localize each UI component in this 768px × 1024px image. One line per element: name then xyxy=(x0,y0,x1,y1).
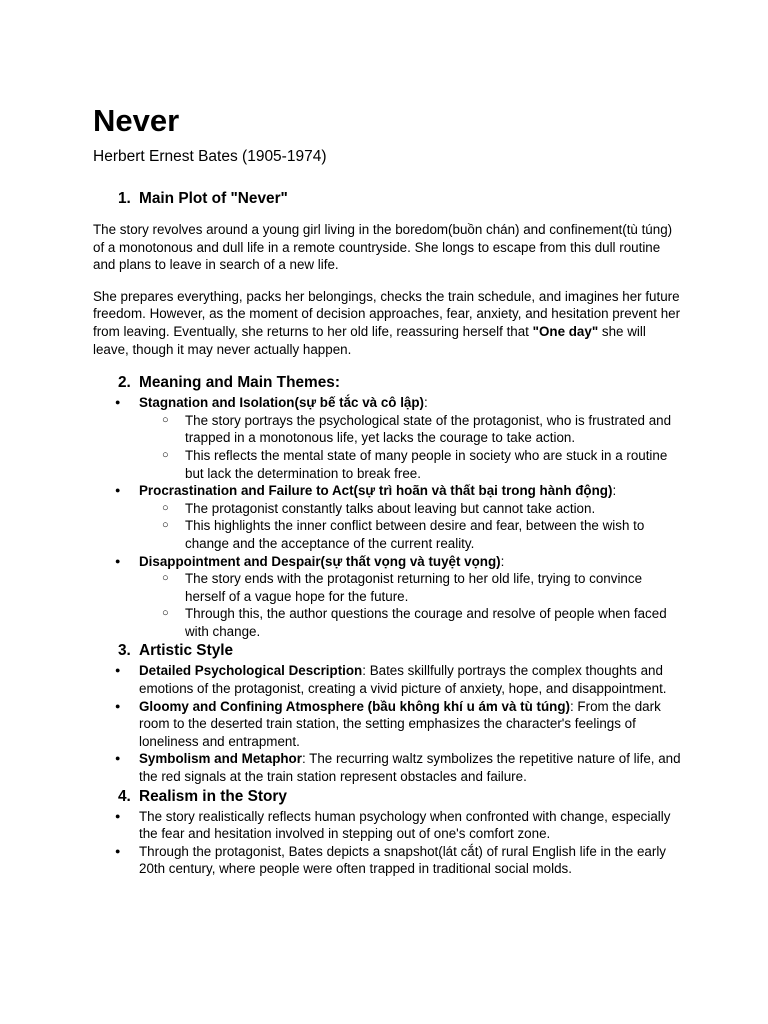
term-suffix: : xyxy=(612,483,617,499)
theme-term: Stagnation and Isolation(sự bế tắc và cô lập) xyxy=(139,395,424,411)
emphasis-text: "One day" xyxy=(532,323,599,339)
paragraph-text: she will leave, though it may never actually happen. xyxy=(93,323,646,357)
list-item xyxy=(93,698,683,751)
section-heading-text: Meaning and Main Themes: xyxy=(139,374,340,392)
section-heading-text: Artistic Style xyxy=(139,642,234,660)
sub-list-item: ○ The protagonist constantly talks about leaving but cannot take action. xyxy=(139,500,683,518)
section-number: 2. xyxy=(118,374,131,392)
section-heading-text: Realism in the Story xyxy=(139,787,287,805)
section-heading-realism xyxy=(93,786,683,808)
list-item xyxy=(93,482,683,552)
paragraph: The story revolves around a young girl living in the boredom(buồn chán) and confinement(tù túng) of a monotonous and dull life in a remote countryside. She longs to escape from this dull routine and plans to leave in search of a new life. xyxy=(93,222,673,273)
theme-term: Procrastination and Failure to Act(sự trì hoãn và thất bại trong hành động) xyxy=(139,483,613,499)
sub-list-item: ○ The story ends with the protagonist returning to her old life, trying to convince herself of a vague hope for the future. xyxy=(139,570,683,605)
style-list xyxy=(93,662,683,785)
list-item: ● Through the protagonist, Bates depicts a snapshot(lát cắt) of rural English life in the early 20th century, where people were often trapped in traditional social molds. xyxy=(93,843,683,878)
list-item xyxy=(93,750,683,785)
author-line: Herbert Ernest Bates (1905-1974) xyxy=(93,148,327,165)
section-number: 1. xyxy=(118,190,131,207)
style-term: Detailed Psychological Description xyxy=(139,663,363,679)
style-term: Gloomy and Confining Atmosphere (bầu không khí u ám và tù túng) xyxy=(139,698,570,714)
sub-list-item: ○ The story portrays the psychological state of the protagonist, who is frustrated and trapped in a monotonous life, yet lacks the courage to take action. xyxy=(139,412,683,447)
style-term: Symbolism and Metaphor xyxy=(139,751,302,767)
section-heading-main-plot xyxy=(93,188,683,210)
style-text: : From the dark room to the deserted train station, the setting emphasizes the character's feelings of loneliness and entrapment. xyxy=(139,698,661,749)
list-item: ● The story realistically reflects human psychology when confronted with change, especially the fear and hesitation involved in stepping out of one's comfort zone. xyxy=(93,808,683,843)
section-heading-text: Main Plot of "Never" xyxy=(139,190,288,207)
sub-list xyxy=(139,570,683,640)
realism-list xyxy=(93,808,683,878)
list-item xyxy=(93,662,683,697)
term-suffix: : xyxy=(500,553,505,569)
list-item xyxy=(93,394,683,482)
style-text: : Bates skillfully portrays the complex thoughts and emotions of the protagonist, creating a vivid picture of anxiety, hope, and disappointment. xyxy=(139,663,667,697)
style-text: : The recurring waltz symbolizes the repetitive nature of life, and the red signals at the train station represent obstacles and failure. xyxy=(139,751,681,785)
section-heading-artistic-style xyxy=(93,640,683,662)
section-number: 3. xyxy=(118,642,131,660)
theme-term: Disappointment and Despair(sự thất vọng và tuyệt vọng) xyxy=(139,553,501,569)
document-body xyxy=(93,188,683,878)
paragraph-text: She prepares everything, packs her belongings, checks the train schedule, and imagines her future freedom. However, as the moment of decision approaches, fear, anxiety, and hesitation prevent her from leaving. Eventually, she returns to her old life, reassuring herself that xyxy=(93,288,681,339)
paragraph xyxy=(93,288,683,358)
section-number: 4. xyxy=(118,787,131,805)
list-item xyxy=(93,553,683,641)
sub-list xyxy=(139,500,683,553)
sub-list-item: ○ Through this, the author questions the courage and resolve of people when faced with change. xyxy=(139,605,683,640)
term-suffix: : xyxy=(424,395,428,411)
document-title: Never xyxy=(93,103,180,138)
sub-list-item: ○ This highlights the inner conflict between desire and fear, between the wish to change and the acceptance of the current reality. xyxy=(139,517,683,552)
sub-list-item: ○ This reflects the mental state of many people in society who are stuck in a routine but lack the determination to break free. xyxy=(139,447,683,482)
sub-list xyxy=(139,412,683,482)
section-heading-themes xyxy=(93,372,683,394)
themes-list xyxy=(93,394,683,640)
